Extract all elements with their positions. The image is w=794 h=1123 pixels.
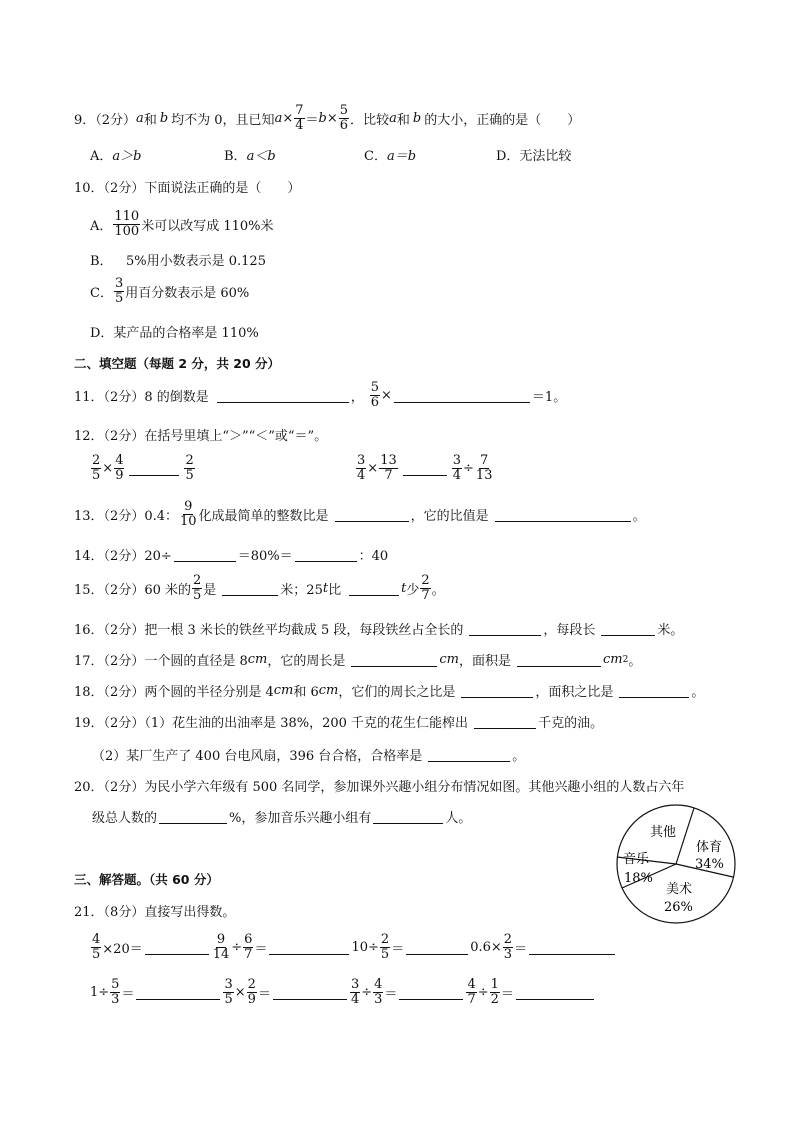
q10-option-d: D．某产品的合格率是 110% <box>90 326 259 341</box>
q10-option-c: C． $\frac{3}{5}$ 用百分数表示是 60% <box>90 276 250 306</box>
q13-blank-2[interactable] <box>495 507 631 522</box>
q21-blank-2[interactable] <box>269 940 349 955</box>
q21-blank-4[interactable] <box>529 940 615 955</box>
q21-blank-3[interactable] <box>406 940 468 955</box>
q20-blank-1[interactable] <box>159 809 227 824</box>
q17-blank-1[interactable] <box>351 652 437 667</box>
q17-blank-2[interactable] <box>517 652 601 667</box>
q21-blank-1[interactable] <box>145 940 209 955</box>
q12-expr-2: $\frac{3}{4}$ × $\frac{13}{7}$ $\frac{3}{4}$ ÷ $\frac{7}{13}$ <box>357 453 493 483</box>
q19-part-2: （2）某厂生产了 400 台电风扇，396 台合格，合格率是 。 <box>92 749 526 764</box>
q19-part-1: 19．（2分）（1）花生油的出油率是 38%，200 千克的花生仁能榨出 千克的油。 <box>74 716 604 731</box>
q13: 13．（2分）0.4： $\frac{9}{10}$ 化成最简单的整数比是 ，它的比值是 。 <box>74 499 646 529</box>
q19-blank-1[interactable] <box>474 714 536 729</box>
q14-blank-2[interactable] <box>295 547 357 562</box>
pie-value-music: 18% <box>624 871 653 886</box>
q12-stem: 12．（2分）在括号里填上“＞”“＜”或“＝”。 <box>74 429 328 444</box>
q19-blank-2[interactable] <box>428 747 510 762</box>
q18-blank-2[interactable] <box>619 683 689 698</box>
q12-blank-1[interactable] <box>129 461 179 476</box>
pie-value-sports: 34% <box>695 857 724 872</box>
pie-label-music: 音乐 <box>623 852 650 867</box>
q13-blank-1[interactable] <box>335 507 409 522</box>
q15-blank-1[interactable] <box>222 581 278 596</box>
q14-blank-1[interactable] <box>174 547 236 562</box>
q18: 18．（2分）两个圆的半径分别是 4 cm 和 6 cm ，它们的周长之比是 ，面积之比是 。 <box>74 683 705 700</box>
pie-chart <box>612 800 742 928</box>
pie-label-sports: 体育 <box>696 840 723 855</box>
q10-option-a: A． $\frac{110}{100}$ 米可以改写成 110%米 <box>90 209 274 239</box>
q9-options: A．a＞b B．a＜b C．a＝b D．无法比较 <box>90 149 572 164</box>
q10-stem: 10．（2分）下面说法正确的是（ ） <box>74 181 301 196</box>
pie-label-other: 其他 <box>650 825 677 840</box>
q16-blank-1[interactable] <box>469 621 541 636</box>
q16: 16．（2分）把一根 3 米长的铁丝平均截成 5 段，每段铁丝占全长的 ，每段长 米。 <box>74 623 684 638</box>
q11-blank-1[interactable] <box>217 388 349 403</box>
q14: 14．（2分）20÷ ＝80%＝ ：40 <box>74 549 389 564</box>
section-2-title: 二、填空题（每题 2 分，共 20 分） <box>74 356 281 371</box>
pie-label-art: 美术 <box>666 882 693 897</box>
q21-blank-8[interactable] <box>516 985 594 1000</box>
q21-blank-7[interactable] <box>399 985 463 1000</box>
pie-divider-1 <box>676 808 694 864</box>
q20-line-1: 20．（2分）为民小学六年级有 500 名同学，参加课外兴趣小组分布情况如图。其他兴趣小组的人数占六年 <box>74 780 685 795</box>
q17: 17．（2分）一个圆的直径是 8 cm ，它的周长是 cm ，面积是 cm 2 。 <box>74 652 642 669</box>
q20-line-2: 级总人数的 %，参加音乐兴趣小组有 人。 <box>92 811 472 826</box>
q20-blank-2[interactable] <box>373 809 443 824</box>
pie-value-art: 26% <box>664 900 693 915</box>
q10-option-b: B． 5%用小数表示是 0.125 <box>90 254 266 269</box>
q11-blank-2[interactable] <box>394 388 530 403</box>
q12-expr-1: $\frac{2}{5}$ × $\frac{4}{9}$ $\frac{2}{5}$ <box>92 453 194 483</box>
q11: 11．（2分）8 的倒数是 ， $\frac{5}{6}$ × ＝1。 <box>74 380 567 410</box>
q18-blank-1[interactable] <box>461 683 533 698</box>
q21-blank-5[interactable] <box>136 985 220 1000</box>
q21-stem: 21．（8分）直接写出得数。 <box>74 905 236 920</box>
q21-row-1: $\frac{4}{5}$ ×20＝ $\frac{9}{14}$ ÷ $\frac{6}{7}$ ＝ 10÷ $\frac{2}{5}$ ＝ 0.6× $\frac{2}{3}$ ＝ <box>90 933 617 962</box>
q9-stem: 9．（2分） a 和 b 均不为 0，且已知 a × $\frac{7}{4}$ ＝ b × $\frac{5}{6}$ ． 比较 a 和 b 的大小，正确的是（ ） <box>74 103 581 133</box>
q16-blank-2[interactable] <box>601 621 655 636</box>
q21-blank-6[interactable] <box>273 985 347 1000</box>
q21-row-2: 1÷ $\frac{5}{3}$ ＝ $\frac{3}{5}$ × $\frac{2}{9}$ ＝ $\frac{3}{4}$ ÷ $\frac{4}{3}$ ＝ $\frac{4}{7}$ ÷ $\frac{1}{2}$ ＝ <box>90 978 596 1007</box>
q12-blank-2[interactable] <box>403 461 447 476</box>
q15-blank-2[interactable] <box>349 581 399 596</box>
q15: 15．（2分）60 米的 $\frac{2}{5}$ 是 米；25 t 比 t 少 $\frac{2}{7}$ 。 <box>74 573 445 603</box>
section-3-title: 三、解答题。（共 60 分） <box>74 872 219 887</box>
